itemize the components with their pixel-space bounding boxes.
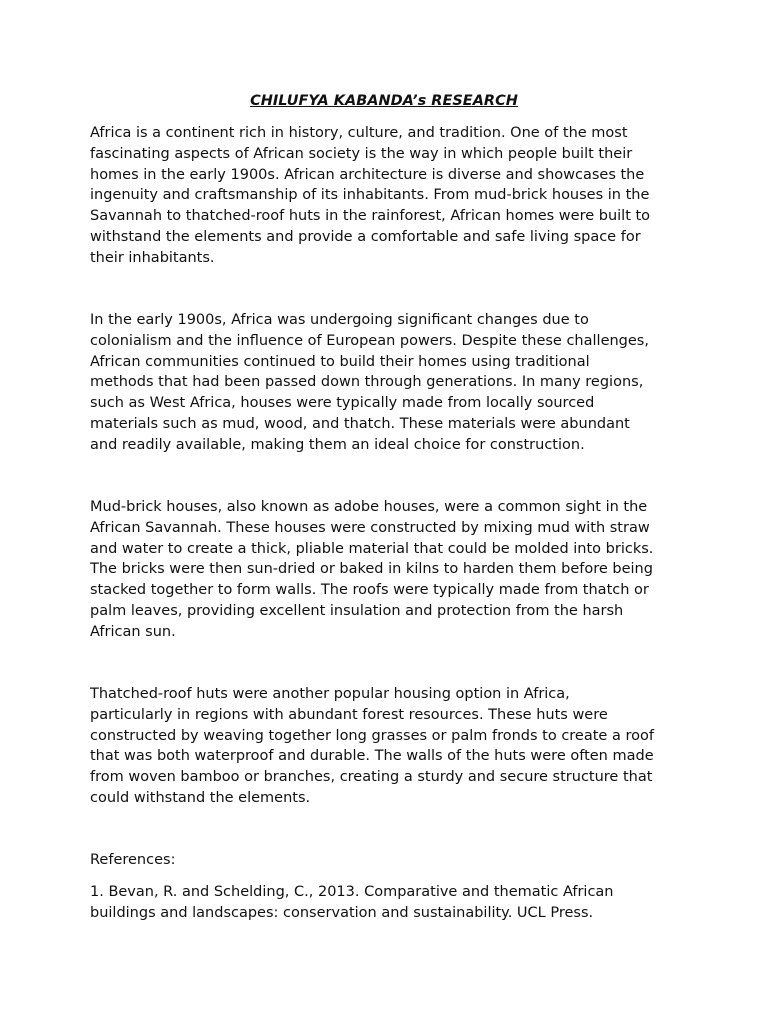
reference-line: buildings and landscapes: conservation and sustainability. UCL Press. [90,904,594,921]
references-heading: References: [90,852,176,868]
paragraph-line: withstand the elements and provide a comfortable and safe living space for [90,228,641,245]
paragraph-line: methods that had been passed down through generations. In many regions, [90,374,644,391]
paragraph-line: fascinating aspects of African society is the way in which people built their [90,145,633,162]
paragraph-thatched-roof [90,684,690,809]
paragraph-line: African sun. [90,623,176,640]
reference-item [90,882,690,924]
paragraph-line: colonialism and the influence of European powers. Despite these challenges, [90,332,649,349]
paragraph-line: their inhabitants. [90,249,215,266]
paragraph-line: palm leaves, providing excellent insulation and protection from the harsh [90,602,624,619]
paragraph-line: Mud-brick houses, also known as adobe houses, were a common sight in the [90,499,648,515]
paragraph-line: constructed by weaving together long grasses or palm fronds to create a roof [90,727,654,744]
paragraph-line: ingenuity and craftsmanship of its inhabitants. From mud-brick houses in the [90,187,650,204]
paragraph-line: African communities continued to build their homes using traditional [90,353,590,370]
paragraph-line: from woven bamboo or branches, creating a sturdy and secure structure that [90,769,653,786]
paragraph-line: The bricks were then sun-dried or baked in kilns to harden them before being [90,561,653,578]
paragraph-colonialism [90,310,690,456]
paragraph-line: In the early 1900s, Africa was undergoing significant changes due to [90,312,589,328]
paragraph-line: African Savannah. These houses were constructed by mixing mud with straw [90,519,650,536]
paragraph-line: stacked together to form walls. The roofs were typically made from thatch or [90,582,649,599]
paragraph-line: such as West Africa, houses were typically made from locally sourced [90,395,595,412]
paragraph-line: homes in the early 1900s. African architecture is diverse and showcases the [90,166,645,183]
paragraph-line: Savannah to thatched-roof huts in the rainforest, African homes were built to [90,208,651,225]
paragraph-line: Africa is a continent rich in history, culture, and tradition. One of the most [90,125,628,141]
paragraph-line: materials such as mud, wood, and thatch. These materials were abundant [90,415,630,432]
paragraph-line: and readily available, making them an ideal choice for construction. [90,436,585,453]
paragraph-line: particularly in regions with abundant forest resources. These huts were [90,706,608,723]
document-title: CHILUFYA KABANDA’s RESEARCH [250,93,518,109]
paragraph-mud-brick [90,497,690,643]
paragraph-line: Thatched-roof huts were another popular housing option in Africa, [90,686,570,702]
paragraph-line: that was both waterproof and durable. The walls of the huts were often made [90,748,654,765]
paragraph-line: and water to create a thick, pliable material that could be molded into bricks. [90,540,654,557]
paragraph-intro [90,123,690,269]
reference-line: 1. Bevan, R. and Schelding, C., 2013. Comparative and thematic African [90,884,614,900]
paragraph-line: could withstand the elements. [90,789,311,806]
